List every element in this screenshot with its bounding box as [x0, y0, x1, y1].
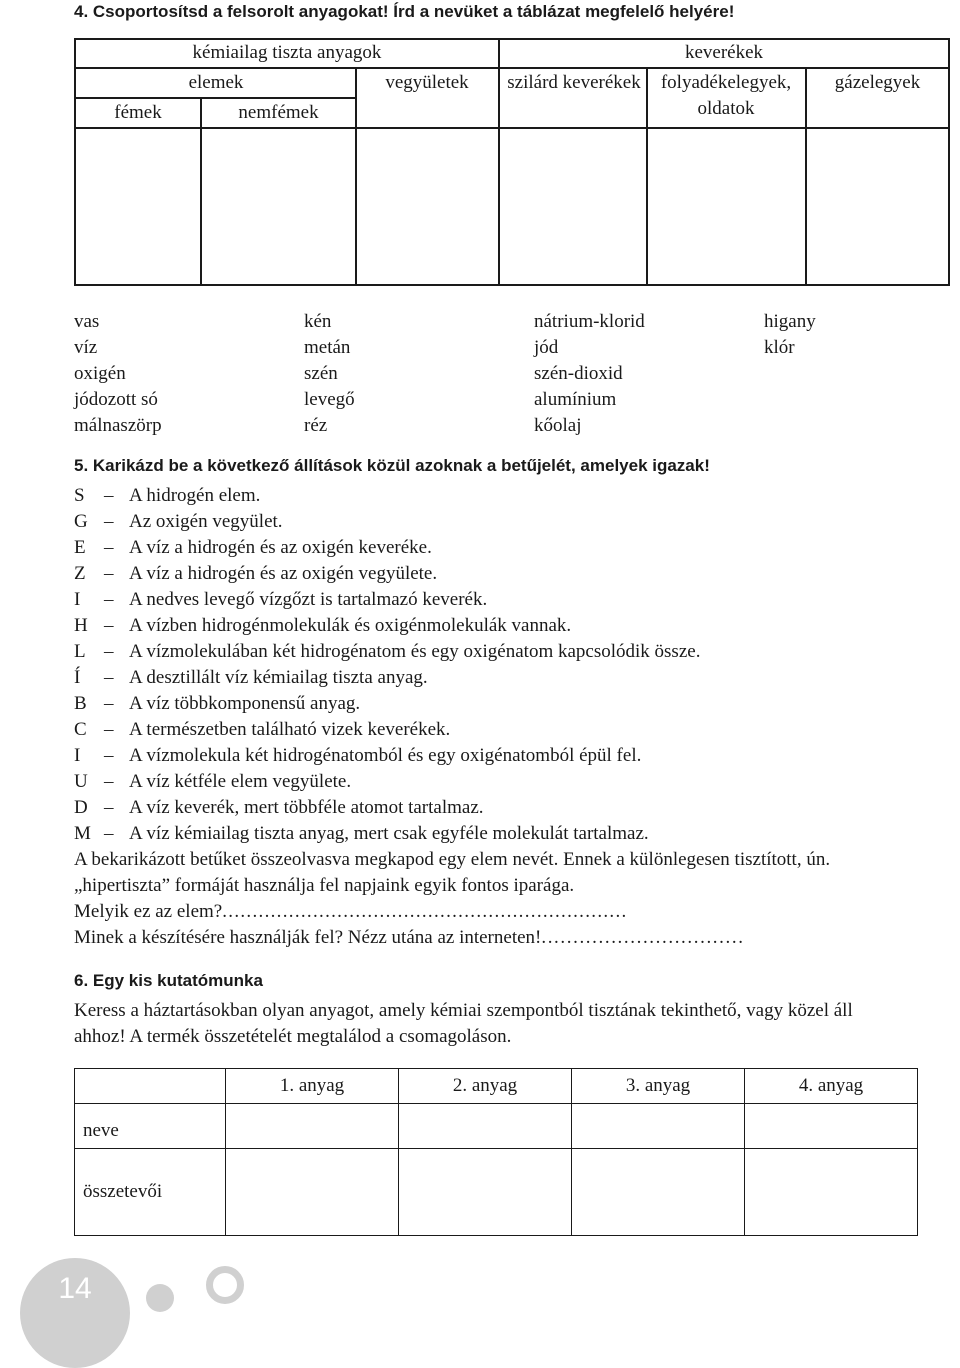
statement-text: A nedves levegő vízgőzt is tartalmazó keverék. [129, 589, 488, 610]
word-item: kőolaj [534, 415, 582, 436]
statement-item [74, 691, 360, 717]
statement-letter[interactable]: Z [74, 563, 86, 584]
dash: – [104, 719, 114, 740]
statement-item [74, 613, 571, 639]
statement-item [74, 483, 260, 509]
header-compounds: vegyületek [385, 72, 469, 93]
table-divider [74, 97, 356, 99]
statement-item [74, 509, 283, 535]
task6-paragraph: Keress a háztartásokban olyan anyagot, amely kémiai szempontból tisztának tekinthető, vagy közel áll [74, 1000, 853, 1021]
statement-text: A vízmolekulában két hidrogénatom és egy oxigénatom kapcsolódik össze. [129, 641, 701, 662]
dash: – [104, 693, 114, 714]
word-item: higany [764, 311, 816, 332]
statement-text: A víz a hidrogén és az oxigén keveréke. [129, 537, 432, 558]
statement-text: A víz keverék, mert többféle atomot tartalmaz. [129, 797, 484, 818]
task5-paragraph: „hipertiszta” formáját használja fel napjaink egyik fontos iparága. [74, 875, 575, 896]
statement-text: Az oxigén vegyület. [129, 511, 283, 532]
page-number: 14 [58, 1272, 92, 1305]
dash: – [104, 485, 114, 506]
statement-letter[interactable]: G [74, 511, 88, 532]
task6-title: 6. Egy kis kutatómunka [74, 971, 263, 990]
statement-text: A természetben található vizek keverékek. [129, 719, 451, 740]
header-liquid-mixtures: folyadékelegyek, oldatok [660, 72, 792, 119]
statement-text: A desztillált víz kémiailag tiszta anyag. [129, 667, 428, 688]
statement-item [74, 769, 351, 795]
row-label: összetevői [75, 1149, 226, 1236]
word-item: nátrium-klorid [534, 311, 645, 332]
header-nonmetals: nemfémek [238, 102, 319, 123]
decor-ring [206, 1266, 244, 1304]
statement-item [74, 717, 450, 743]
research-table [74, 1068, 918, 1236]
answer-cell[interactable] [745, 1104, 918, 1149]
statement-item [74, 795, 484, 821]
statement-letter[interactable]: B [74, 693, 87, 714]
dash: – [104, 771, 114, 792]
dash: – [104, 823, 114, 844]
answer-cell[interactable] [572, 1104, 745, 1149]
question-text: Minek a készítésére használják fel? Nézz utána az interneten! [74, 927, 542, 948]
task5-paragraph: A bekarikázott betűket összeolvasva megkapod egy elem nevét. Ennek a különlegesen tisztított, ún. [74, 849, 831, 870]
statement-text: A víz többkomponensű anyag. [129, 693, 361, 714]
statement-text: A hidrogén elem. [129, 485, 261, 506]
word-item: levegő [304, 389, 355, 410]
answer-cell[interactable] [226, 1104, 399, 1149]
word-item: vas [74, 311, 100, 332]
header-solid-mixtures: szilárd keverékek [507, 72, 641, 93]
word-item: kén [304, 311, 332, 332]
word-item: málnaszörp [74, 415, 162, 436]
statement-text: A vízmolekula két hidrogénatomból és egy oxigénatomból épül fel. [129, 745, 642, 766]
header-elements: elemek [188, 72, 244, 93]
answer-line[interactable]: ................................ [541, 927, 745, 948]
statement-text: A víz kémiailag tiszta anyag, mert csak egyféle molekulát tartalmaz. [129, 823, 649, 844]
word-item: szén [304, 363, 338, 384]
dash: – [104, 641, 114, 662]
statement-letter[interactable]: M [74, 823, 91, 844]
dash: – [104, 745, 114, 766]
decor-dot [146, 1284, 174, 1312]
dash: – [104, 589, 114, 610]
statement-item [74, 587, 487, 613]
statement-letter[interactable]: U [74, 771, 88, 792]
column-header: 4. anyag [745, 1069, 918, 1104]
dash: – [104, 615, 114, 636]
task6-paragraph: ahhoz! A termék összetételét megtalálod a csomagoláson. [74, 1026, 512, 1047]
statement-item [74, 743, 641, 769]
answer-cell[interactable] [226, 1149, 399, 1236]
question-text: Melyik ez az elem? [74, 901, 223, 922]
statement-letter[interactable]: Í [74, 667, 81, 688]
word-item: jódozott só [74, 389, 158, 410]
answer-cell[interactable] [572, 1149, 745, 1236]
header-pure-substances: kémiailag tiszta anyagok [192, 42, 382, 63]
question-element [74, 899, 628, 925]
header-mixtures: keverékek [684, 42, 764, 63]
statement-letter[interactable]: S [74, 485, 85, 506]
statement-text: A víz kétféle elem vegyülete. [129, 771, 352, 792]
answer-cell[interactable] [399, 1104, 572, 1149]
dash: – [104, 511, 114, 532]
task5-title: 5. Karikázd be a következő állítások közül azoknak a betűjelét, amelyek igazak! [74, 456, 710, 475]
statement-letter[interactable]: I [74, 745, 81, 766]
word-item: klór [764, 337, 795, 358]
table-divider [74, 67, 950, 69]
statement-text: A vízben hidrogénmolekulák és oxigénmolekulák vannak. [129, 615, 572, 636]
column-header: 2. anyag [399, 1069, 572, 1104]
word-item: metán [304, 337, 351, 358]
statement-item [74, 561, 437, 587]
dash: – [104, 667, 114, 688]
statement-text: A víz a hidrogén és az oxigén vegyülete. [129, 563, 438, 584]
statement-letter[interactable]: D [74, 797, 88, 818]
word-item: réz [304, 415, 328, 436]
header-metals: fémek [114, 102, 162, 123]
table-divider [355, 67, 357, 286]
word-item: szén-dioxid [534, 363, 623, 384]
dash: – [104, 797, 114, 818]
statement-letter[interactable]: I [74, 589, 81, 610]
dash: – [104, 537, 114, 558]
table-divider [74, 127, 950, 129]
answer-cell[interactable] [745, 1149, 918, 1236]
table-cell [75, 1069, 226, 1104]
statement-letter[interactable]: L [74, 641, 86, 662]
word-item: jód [534, 337, 559, 358]
word-item: alumínium [534, 389, 617, 410]
answer-line[interactable]: ................................................................... [222, 901, 628, 922]
table-divider [805, 67, 807, 286]
statement-letter[interactable]: H [74, 615, 88, 636]
statement-letter[interactable]: C [74, 719, 87, 740]
statement-letter[interactable]: E [74, 537, 86, 558]
question-usage [74, 925, 745, 951]
row-label: neve [75, 1104, 226, 1149]
statement-item [74, 821, 649, 847]
dash: – [104, 563, 114, 584]
statement-item [74, 665, 428, 691]
table-divider [498, 128, 500, 286]
header-gas-mixtures: gázelegyek [834, 72, 921, 93]
statement-item [74, 639, 700, 665]
word-item: víz [74, 337, 98, 358]
statement-item [74, 535, 432, 561]
answer-cell[interactable] [399, 1149, 572, 1236]
column-header: 3. anyag [572, 1069, 745, 1104]
task4-title: 4. Csoportosítsd a felsorolt anyagokat! Írd a nevüket a táblázat megfelelő helyére! [74, 2, 735, 21]
column-header: 1. anyag [226, 1069, 399, 1104]
word-item: oxigén [74, 363, 126, 384]
